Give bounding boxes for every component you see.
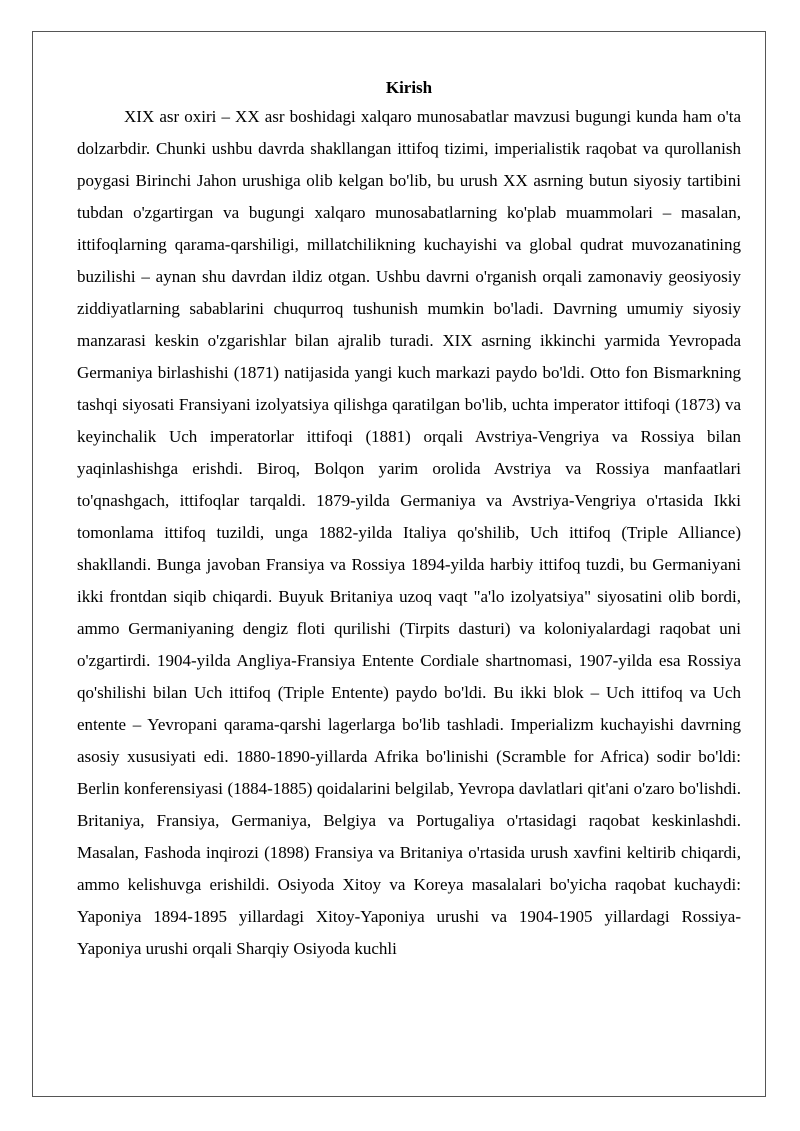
- document-heading: Kirish: [385, 78, 433, 97]
- document-body: [77, 74, 741, 965]
- document-paragraph: XIX asr oxiri – XX asr boshidagi xalqaro munosabatlar mavzusi bugungi kunda ham o'ta dolzarbdir. Chunki ushbu davrda shakllangan ittifoq tizimi, imperialistik raqobat va qurollanish poygasi Birinchi Jahon urushiga olib kelgan bo'lib, bu urush XX asrning butun siyosiy tartibini tubdan o'zgartirgan va bugungi xalqaro munosabatlarning ko'plab muammolari – masalan, ittifoqlarning qarama-qarshiligi, millatchilikning kuchayishi va global qudrat muvozanatining buzilishi – aynan shu davrdan ildiz otgan. Ushbu davrni o'rganish orqali zamonaviy geosiyosiy ziddiyatlarning sabablarini chuqurroq tushunish mumkin bo'ladi. Davrning umumiy siyosiy manzarasi keskin o'zgarishlar bilan ajralib turadi. XIX asrning ikkinchi yarmida Yevropada Germaniya birlashishi (1871) natijasida yangi kuch markazi paydo bo'ldi. Otto fon Bismarkning tashqi siyosati Fransiyani izolyatsiya qilishga qaratilgan bo'lib, uchta imperator ittifoqi (1873) va keyinchalik Uch imperatorlar ittifoqi (1881) orqali Avstriya-Vengriya va Rossiya bilan yaqinlashishga erishdi. Biroq, Bolqon yarim orolida Avstriya va Rossiya manfaatlari to'qnashgach, ittifoqlar tarqaldi. 1879-yilda Germaniya va Avstriya-Vengriya o'rtasida Ikki tomonlama ittifoq tuzildi, unga 1882-yilda Italiya qo'shilib, Uch ittifoq (Triple Alliance) shakllandi. Bunga javoban Fransiya va Rossiya 1894-yilda harbiy ittifoq tuzdi, bu Germaniyani ikki frontdan siqib chiqardi. Buyuk Britaniya uzoq vaqt "a'lo izolyatsiya" siyosatini olib bordi, ammo Germaniyaning dengiz floti qurilishi (Tirpits dasturi) va koloniyalardagi raqobat uni o'zgartirdi. 1904-yilda Angliya-Fransiya Entente Cordiale shartnomasi, 1907-yilda esa Rossiya qo'shilishi bilan Uch ittifoq (Triple Entente) paydo bo'ldi. Bu ikki blok – Uch ittifoq va Uch entente – Yevropani qarama-qarshi lagerlarga bo'lib tashladi. Imperializm kuchayishi davrning asosiy xususiyati edi. 1880-1890-yillarda Afrika bo'linishi (Scramble for Africa) sodir bo'ldi: Berlin konferensiyasi (1884-1885) qoidalarini belgilab, Yevropa davlatlari qit'ani o'zaro bo'lishdi. Britaniya, Fransiya, Germaniya, Belgiya va Portugaliya o'rtasidagi raqobat keskinlashdi. Masalan, Fashoda inqirozi (1898) Fransiya va Britaniya o'rtasida urush xavfini keltirib chiqardi, ammo kelishuvga erishildi. Osiyoda Xitoy va Koreya masalalari bo'yicha raqobat kuchaydi: Yaponiya 1894-1895 yillardagi Xitoy-Yaponiya urushi va 1904-1905 yillardagi Rossiya-Yaponiya urushi orqali Sharqiy Osiyoda kuchli: [77, 107, 741, 958]
